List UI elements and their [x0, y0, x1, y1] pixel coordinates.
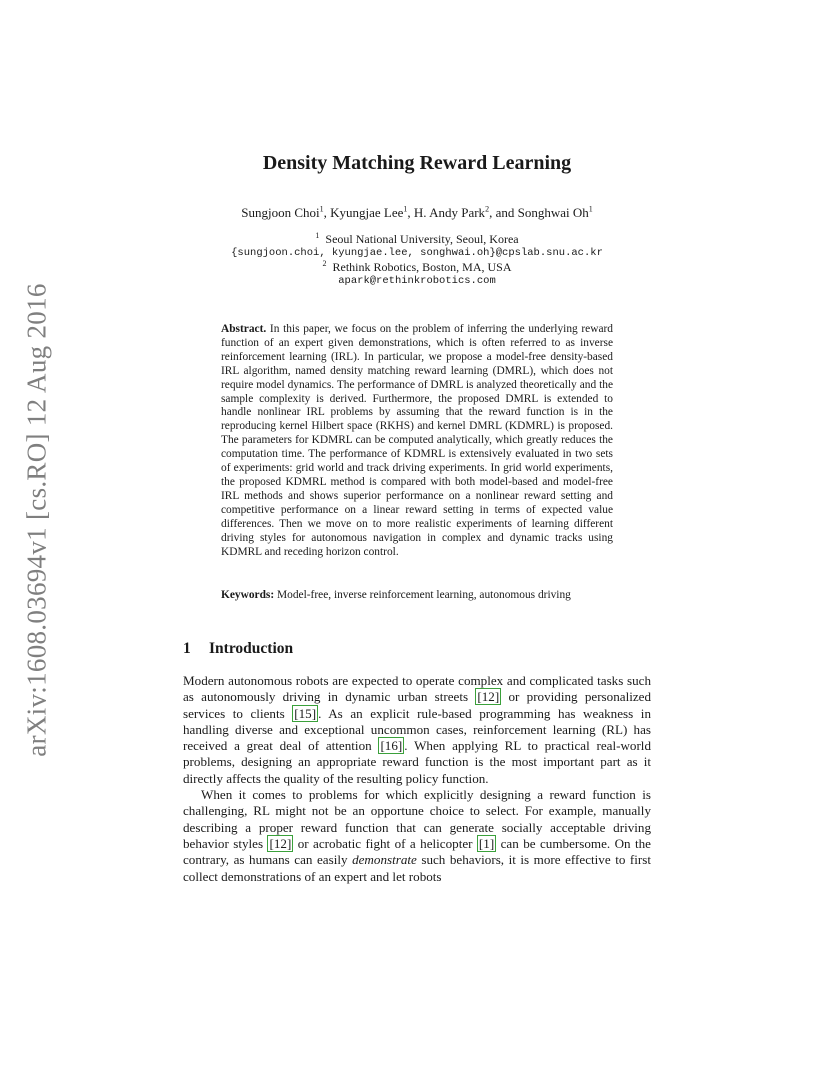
abstract [221, 323, 613, 559]
emphasis-text: demonstrate [352, 852, 417, 868]
text-run: such behaviors, it is more effective to first collect demonstrations of an expert and let robots [183, 852, 652, 884]
author-name: Sungjoon Choi [241, 205, 320, 220]
affiliations [183, 232, 651, 288]
author-list [183, 205, 651, 221]
intro-paragraph-2 [183, 787, 651, 885]
paper-title: Density Matching Reward Learning [262, 152, 572, 174]
citation-link[interactable]: [16] [380, 738, 403, 754]
affiliation-text: Seoul National University, Seoul, Korea [325, 232, 519, 246]
affiliation-2-email: apark@rethinkrobotics.com [338, 275, 496, 287]
text-run: When it comes to problems for which explicitly designing a reward function is challenging, RL might not be an opportune choice to select. For example, manually describing a proper reward function that can generate socially acceptable driving behavior styles [183, 787, 651, 851]
author-separator: , and [489, 205, 518, 220]
abstract-text: In this paper, we focus on the problem of inferring the underlying reward function of an expert given demonstrations, which is often referred to as inverse reinforcement learning (IRL). In particular, we propose a model-free density-based IRL algorithm, named density matching reward learning (DMRL), which does not require model dynamics. The performance of DMRL is analyzed theoretically and the sample complexity is derived. Furthermore, the proposed DMRL is extended to handle nonlinear IRL problems by assuming that the reward function is in the reproducing kernel Hilbert space (RKHS) and kernel DMRL (KDMRL) is proposed. The parameters for KDMRL can be computed analytically, which greatly reduces the computation time. The performance of KDMRL is extensively evaluated in two sets of experiments: grid world and track driving experiments. In grid world experiments, the proposed KDMRL method is compared with both model-based and model-free IRL methods and shows superior performance on a nonlinear reward setting and competitive performance on a linear reward setting in terms of expected value differences. Then we move on to more realistic experiments of learning different driving styles for autonomous navigation in complex and dynamic tracks using KDMRL and receding horizon control. [221, 323, 613, 558]
text-run: Modern autonomous robots are expected to operate complex and complicated tasks such as autonomously driving in dynamic urban streets [183, 673, 651, 705]
intro-paragraph-1 [183, 673, 651, 787]
citation-link[interactable]: [15] [294, 705, 317, 721]
text-run: or acrobatic fight of a helicopter [293, 835, 477, 851]
author-affil-mark: 1 [403, 204, 408, 214]
author-name: Songhwai Oh [517, 205, 589, 220]
author-affil-mark: 1 [588, 204, 593, 214]
keywords-label: Keywords: [221, 589, 275, 601]
intro-body [183, 673, 651, 885]
affil-mark: 2 [322, 259, 327, 268]
affiliation-1 [183, 232, 651, 246]
citation-link[interactable]: [12] [477, 689, 500, 705]
arxiv-stamp-text: arXiv:1608.03694v1 [cs.RO] 12 Aug 2016 [21, 283, 52, 757]
affiliation-text: Rethink Robotics, Boston, MA, USA [332, 260, 512, 274]
affiliation-1-email: {sungjoon.choi, kyungjae.lee, songhwai.oh}@cpslab.snu.ac.kr [231, 247, 603, 259]
author-separator: , [323, 205, 331, 220]
affiliation-2 [183, 260, 651, 274]
author-separator: , [407, 205, 414, 220]
section-number: 1 [183, 640, 191, 657]
citation-link[interactable]: [1] [478, 835, 495, 851]
abstract-label: Abstract. [221, 323, 267, 335]
text-run: or providing personalized services to clients [183, 689, 652, 721]
affil-mark: 1 [315, 231, 320, 240]
author-affil-mark: 2 [485, 204, 490, 214]
citation-link[interactable]: [12] [269, 835, 292, 851]
author-name: Kyungjae Lee [330, 205, 404, 220]
keywords-text: Model-free, inverse reinforcement learning, autonomous driving [277, 589, 571, 601]
keywords [221, 589, 613, 603]
author-name: H. Andy Park [413, 205, 486, 220]
text-run: . As an explicit rule-based programming has weakness in handling diverse and exceptional uncommon cases, reinforcement learning (RL) has received a great deal of attention [183, 705, 651, 754]
text-run: can be cumbersome. On the contrary, as humans can easily [183, 835, 651, 868]
section-heading [183, 640, 293, 658]
text-run: . When applying RL to practical real-world problems, designing an appropriate reward function is the most important part as it directly affects the quality of the resulting policy function. [183, 738, 651, 786]
arxiv-stamp [14, 280, 60, 760]
section-title: Introduction [209, 640, 294, 657]
author-affil-mark: 1 [319, 204, 324, 214]
